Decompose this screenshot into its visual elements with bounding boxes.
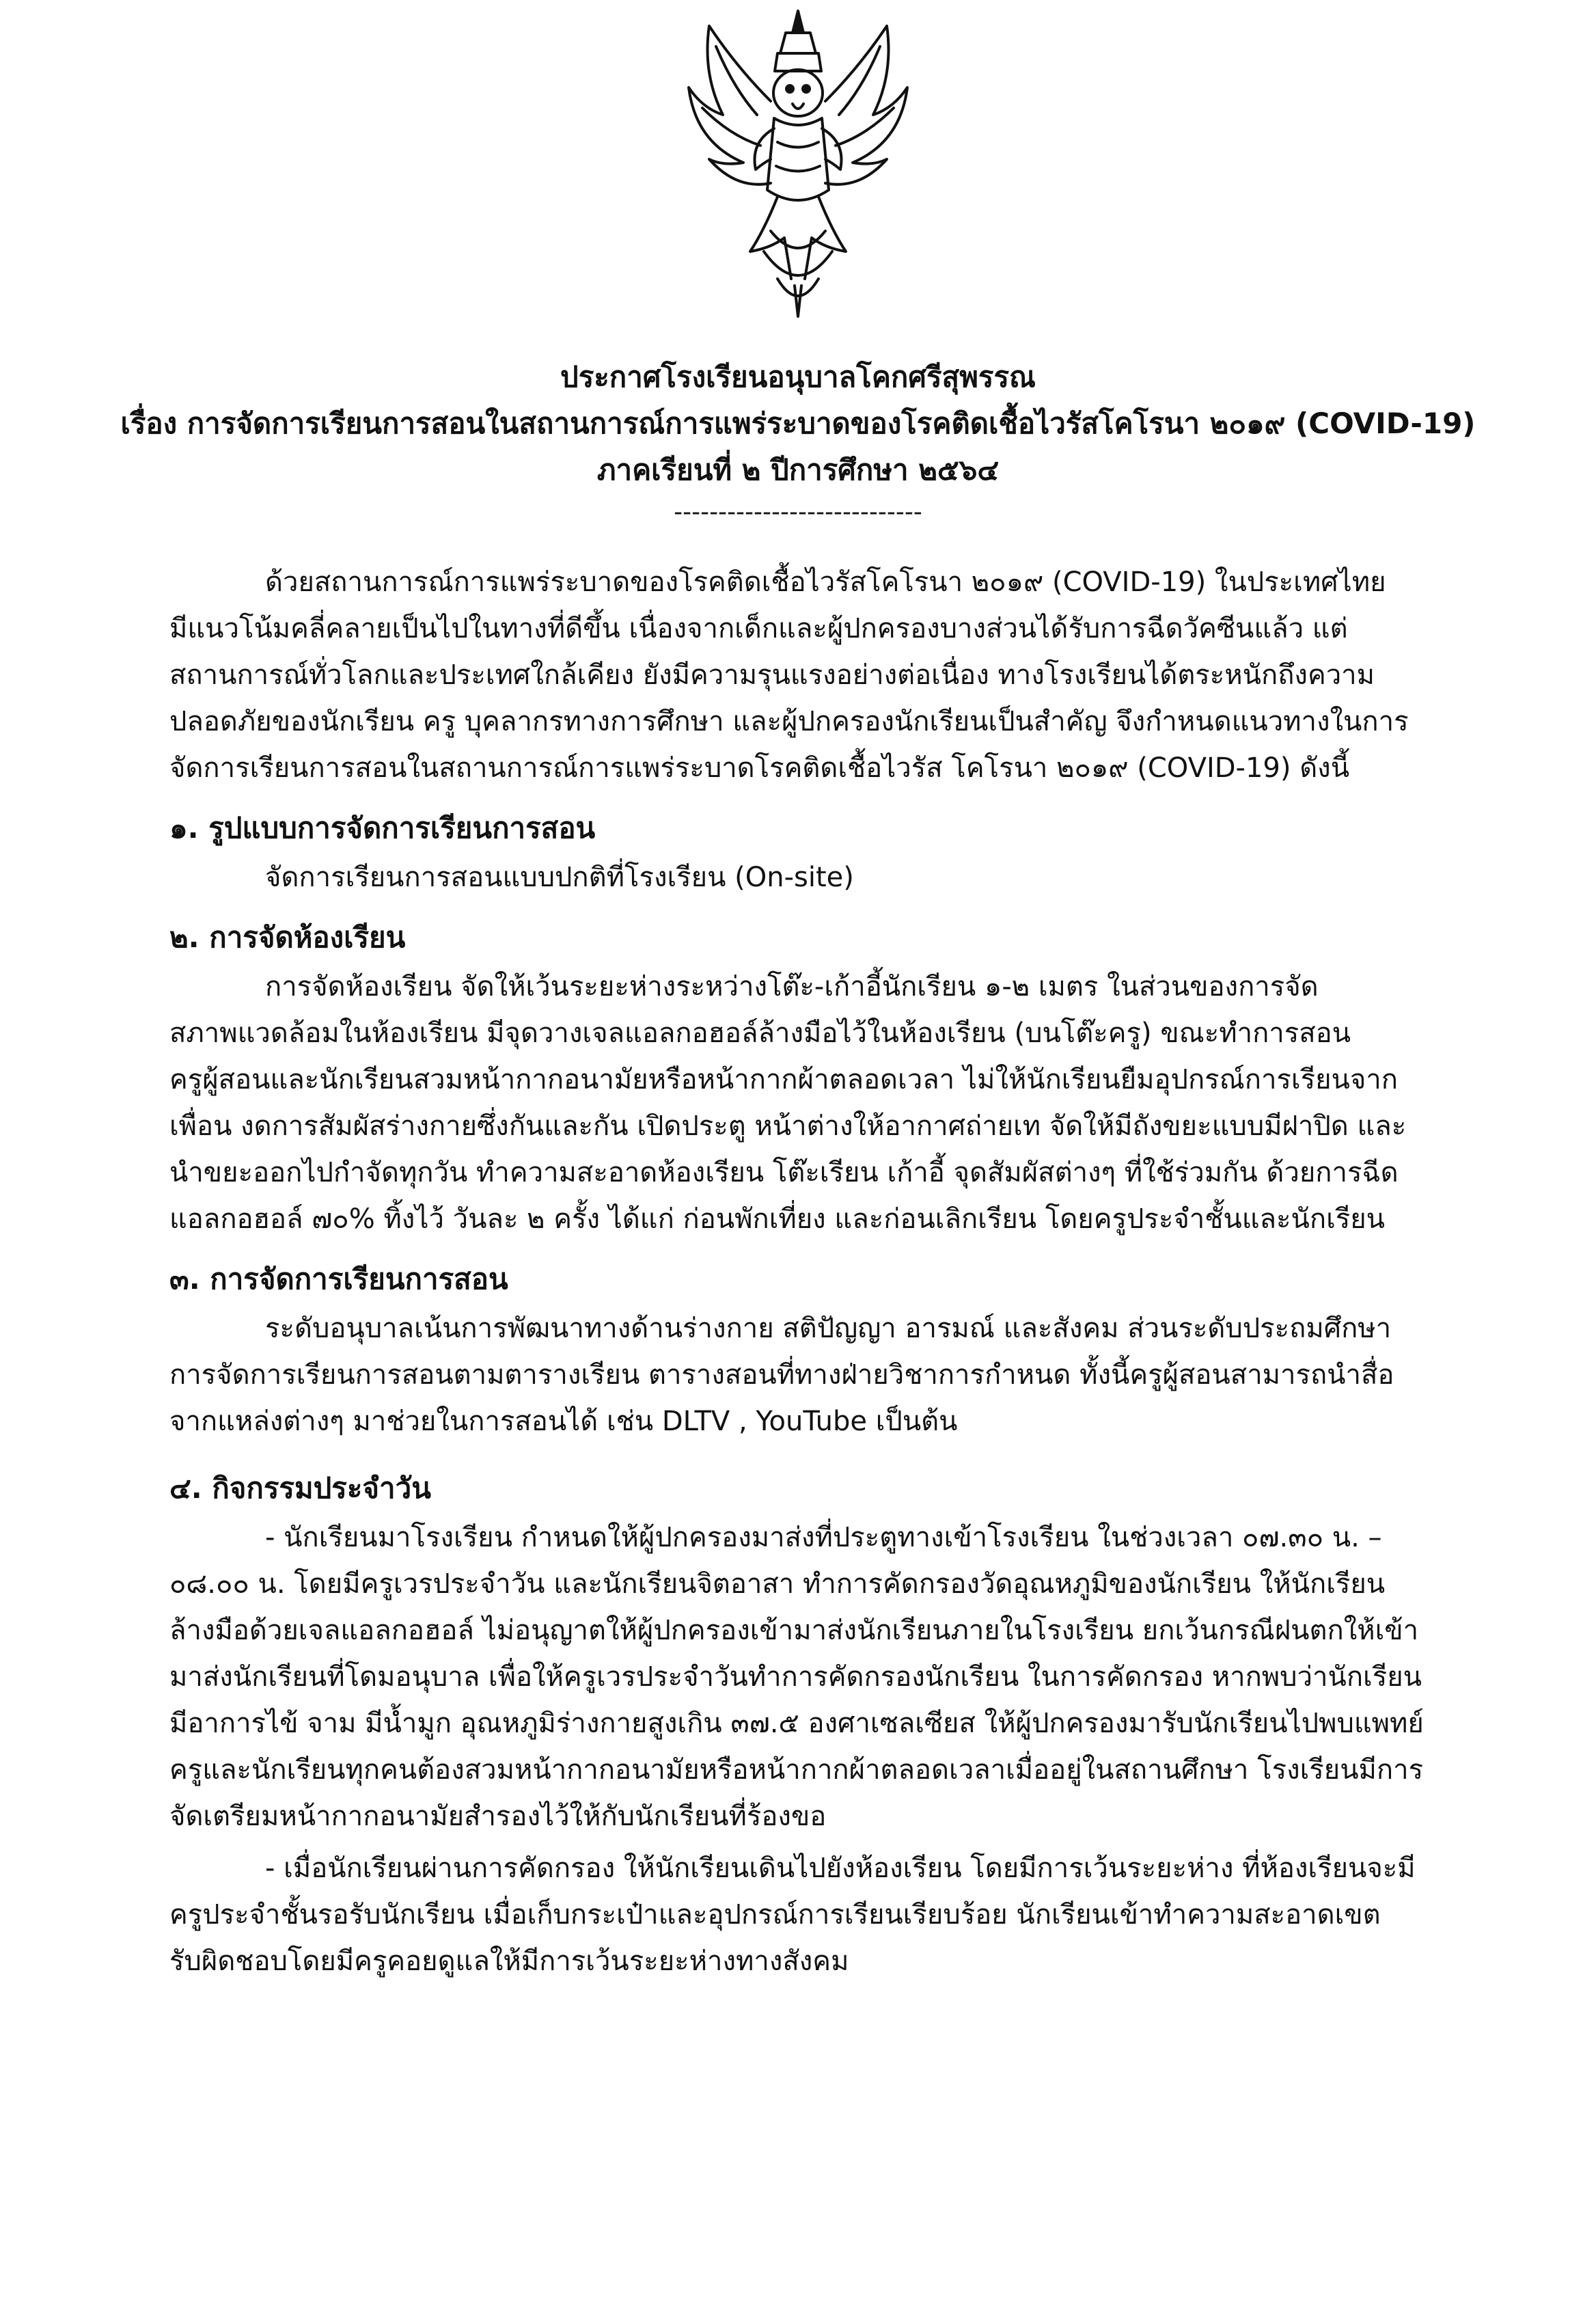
section-heading-1: ๑. รูปแบบการจัดการเรียนการสอน [169, 811, 596, 845]
text-line: รับผิดชอบโดยมีครูคอยดูแลให้มีการเว้นระยะห่างทางสังคม [169, 1946, 849, 1977]
text-line: - เมื่อนักเรียนผ่านการคัดกรอง ให้นักเรียนเดินไปยังห้องเรียน โดยมีการเว้นระยะห่าง ที่ห้องเรียนจะมี [265, 1853, 1416, 1884]
announcement-title: ประกาศโรงเรียนอนุบาลโคกศรีสุพรรณ [560, 360, 1036, 394]
section-heading-2: ๒. การจัดห้องเรียน [169, 921, 406, 954]
announcement-body [169, 559, 1458, 1990]
text-line: ระดับอนุบาลเน้นการพัฒนาทางด้านร่างกาย สติปัญญา อารมณ์ และสังคม ส่วนระดับประถมศึกษา [265, 1313, 1392, 1344]
text-line: จัดเตรียมหน้ากากอนามัยสำรองไว้ให้กับนักเรียนที่ร้องขอ [169, 1801, 827, 1832]
text-line: มีแนวโน้มคลี่คลายเป็นไปในทางที่ดีขึ้น เนื่องจากเด็กและผู้ปกครองบางส่วนได้รับการฉีดวัคซีนแล้ว แต่ [169, 613, 1348, 644]
text-line: เพื่อน งดการสัมผัสร่างกายซึ่งกันและกัน เปิดประตู หน้าต่างให้อากาศถ่ายเท จัดให้มีถังขยะแบบมีฝาปิด และ [169, 1110, 1407, 1142]
text-line: มีอาการไข้ จาม มีน้ำมูก อุณหภูมิร่างกายสูงเกิน ๓๗.๕ องศาเซลเซียส ให้ผู้ปกครองมารับนักเรียนไปพบแพทย์ [169, 1708, 1424, 1739]
section-1-body [169, 854, 1458, 901]
text-line: การจัดการเรียนการสอนตามตารางเรียน ตารางสอนที่ทางฝ่ายวิชาการกำหนด ทั้งนี้ครูผู้สอนสามารถนำสื่อ [169, 1359, 1394, 1391]
text-line: แอลกอฮอล์ ๗๐% ทิ้งไว้ วันละ ๒ ครั้ง ได้แก่ ก่อนพักเที่ยง และก่อนเลิกเรียน โดยครูประจำชั้นและนักเรียน [169, 1203, 1386, 1235]
text-line: ด้วยสถานการณ์การแพร่ระบาดของโรคติดเชื้อไวรัสโคโรนา ๒๐๑๙ (COVID-19) ในประเทศไทย [265, 567, 1386, 598]
text-line: นำขยะออกไปกำจัดทุกวัน ทำความสะอาดห้องเรียน โต๊ะเรียน เก้าอี้ จุดสัมผัสต่างๆ ที่ใช้ร่วมกัน ด้วยการฉีด [169, 1157, 1399, 1188]
text-line: จัดการเรียนการสอนแบบปกติที่โรงเรียน (On-site) [265, 862, 854, 893]
section-3-body [169, 1305, 1458, 1445]
announcement-term: ภาคเรียนที่ ๒ ปีการศึกษา ๒๕๖๔ [596, 453, 1000, 487]
section-heading-4: ๔. กิจกรรมประจำวัน [169, 1471, 431, 1505]
text-line: ครูและนักเรียนทุกคนต้องสวมหน้ากากอนามัยหรือหน้ากากผ้าตลอดเวลาเมื่ออยู่ในสถานศึกษา โรงเรียนมีการ [169, 1754, 1424, 1786]
text-line: - นักเรียนมาโรงเรียน กำหนดให้ผู้ปกครองมาส่งที่ประตูทางเข้าโรงเรียน ในช่วงเวลา ๐๗.๓๐ น. – [265, 1522, 1382, 1553]
section-heading-3: ๓. การจัดการเรียนการสอน [169, 1262, 508, 1296]
text-line: ปลอดภัยของนักเรียน ครู บุคลากรทางการศึกษา และผู้ปกครองนักเรียนเป็นสำคัญ จึงกำหนดแนวทางในการ [169, 706, 1409, 737]
section-2-body [169, 964, 1458, 1242]
garuda-emblem-icon [675, 5, 921, 320]
text-line: ครูประจำชั้นรอรับนักเรียน เมื่อเก็บกระเป๋าและอุปกรณ์การเรียนเรียบร้อย นักเรียนเข้าทำความสะอาดเขต [169, 1899, 1381, 1931]
section-4-paragraph-2 [169, 1845, 1458, 1985]
intro-paragraph [169, 559, 1458, 791]
text-line: จากแหล่งต่างๆ มาช่วยในการสอนได้ เช่น DLTV , YouTube เป็นต้น [169, 1406, 958, 1437]
text-line: จัดการเรียนการสอนในสถานการณ์การแพร่ระบาดโรคติดเชื้อไวรัส โคโรนา ๒๐๑๙ (COVID-19) ดังนี้ [169, 752, 1350, 784]
text-line: สถานการณ์ทั่วโลกและประเทศใกล้เคียง ยังมีความรุนแรงอย่างต่อเนื่อง ทางโรงเรียนได้ตระหนักถึงความ [169, 659, 1375, 691]
text-line: ครูผู้สอนและนักเรียนสวมหน้ากากอนามัยหรือหน้ากากผ้าตลอดเวลา ไม่ให้นักเรียนยืมอุปกรณ์การเรียนจาก [169, 1064, 1398, 1095]
announcement-subject: เรื่อง การจัดการเรียนการสอนในสถานการณ์การแพร่ระบาดของโรคติดเชื้อไวรัสโคโรนา ๒๐๑๙ (COVID-19) [120, 407, 1476, 440]
text-line: การจัดห้องเรียน จัดให้เว้นระยะห่างระหว่างโต๊ะ-เก้าอี้นักเรียน ๑-๒ เมตร ในส่วนของการจัด [265, 971, 1319, 1003]
text-line: ล้างมือด้วยเจลแอลกอฮอล์ ไม่อนุญาตให้ผู้ปกครองเข้ามาส่งนักเรียนภายในโรงเรียน ยกเว้นกรณีฝนตกให้เข้า [169, 1615, 1419, 1646]
text-line: ๐๘.๐๐ น. โดยมีครูเวรประจำวัน และนักเรียนจิตอาสา ทำการคัดกรองวัดอุณหภูมิของนักเรียน ให้นักเรียน [169, 1568, 1386, 1600]
section-4-paragraph-1 [169, 1514, 1458, 1840]
announcement-header [0, 354, 1596, 532]
text-line: มาส่งนักเรียนที่โดมอนุบาล เพื่อให้ครูเวรประจำวันทำการคัดกรองนักเรียน ในการคัดกรอง หากพบว่านักเรียน [169, 1661, 1422, 1693]
header-divider: ---------------------------- [674, 498, 922, 526]
text-line: สภาพแวดล้อมในห้องเรียน มีจุดวางเจลแอลกอฮอล์ล้างมือไว้ในห้องเรียน (บนโต๊ะครู) ขณะทำการสอน [169, 1018, 1351, 1049]
